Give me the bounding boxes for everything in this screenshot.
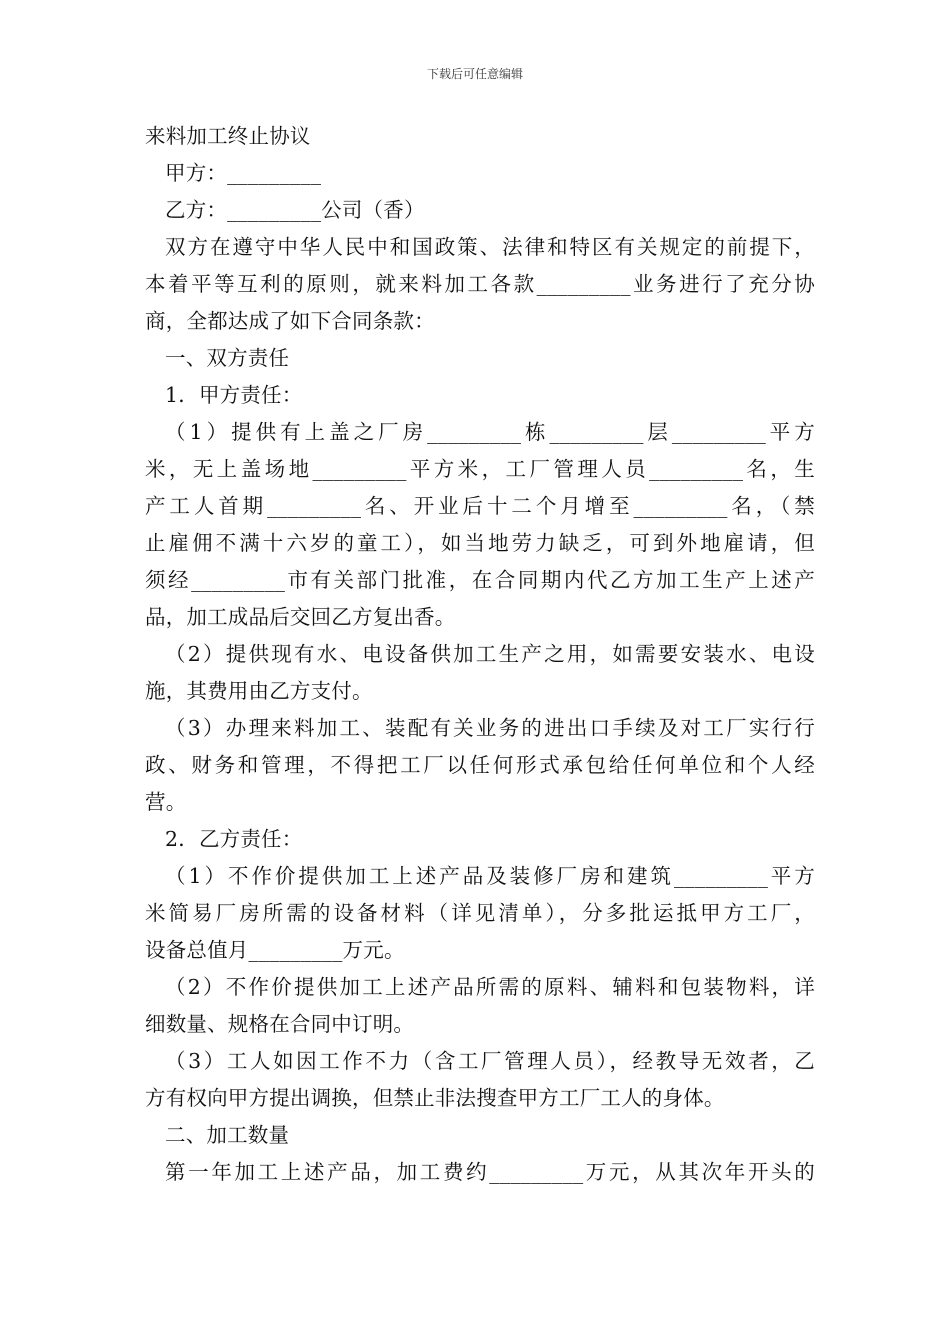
document-body [145,118,815,1191]
text-line: 米，无上盖场地_________平方米，工厂管理人员_________名，生 [145,457,815,481]
text-line: 本着平等互利的原则，就来料加工各款_________业务进行了充分协 [145,272,815,296]
text-line: 须经_________市有关部门批准，在合同期内代乙方加工生产上述产 [145,568,815,592]
text-line: 商，全都达成了如下合同条款： [145,309,435,333]
text-line: 方有权向甲方提出调换，但禁止非法搜查甲方工厂工人的身体。 [145,1086,725,1110]
text-line: 二、加工数量 [165,1123,290,1147]
text-line: 营。 [145,790,187,814]
text-line: （3）办理来料加工、装配有关业务的进出口手续及对工厂实行行 [165,716,815,740]
text-line: 细数量、规格在合同中订明。 [145,1012,415,1036]
text-line: 品，加工成品后交回乙方复出香。 [145,605,456,629]
text-line: （2）提供现有水、电设备供加工生产之用，如需要安装水、电设 [165,642,815,666]
document-title: 来料加工终止协议 [145,124,311,148]
text-line: 一、双方责任 [165,346,290,370]
text-line: 政、财务和管理，不得把工厂以任何形式承包给任何单位和个人经 [145,753,815,777]
text-line: 设备总值月_________万元。 [145,938,405,962]
text-line: （1）不作价提供加工上述产品及装修厂房和建筑_________平方 [165,864,815,888]
page-header-note: 下载后可任意编辑 [426,67,523,81]
text-line: 止雇佣不满十六岁的童工），如当地劳力缺乏，可到外地雇请，但 [145,531,815,555]
text-line: 双方在遵守中华人民中和国政策、法律和特区有关规定的前提下， [165,235,815,259]
text-line: 甲方：_________ [165,161,322,185]
text-line: 乙方：_________公司（香） [165,198,425,222]
text-line: 第一年加工上述产品，加工费约_________万元，从其次年开头的 [165,1160,815,1184]
text-line: 产工人首期_________名、开业后十二个月增至_________名，（禁 [145,494,815,518]
text-line: 2．乙方责任： [165,827,303,851]
text-line: 施，其费用由乙方支付。 [145,679,373,703]
text-line: （2）不作价提供加工上述产品所需的原料、辅料和包装物料，详 [165,975,815,999]
text-line: 1．甲方责任： [165,383,303,407]
text-line: （1）提供有上盖之厂房_________栋_________层_________平方 [165,420,815,444]
text-line: （3）工人如因工作不力（含工厂管理人员），经教导无效者，乙 [165,1049,815,1073]
text-line: 米简易厂房所需的设备材料（详见清单），分多批运抵甲方工厂， [145,901,815,925]
